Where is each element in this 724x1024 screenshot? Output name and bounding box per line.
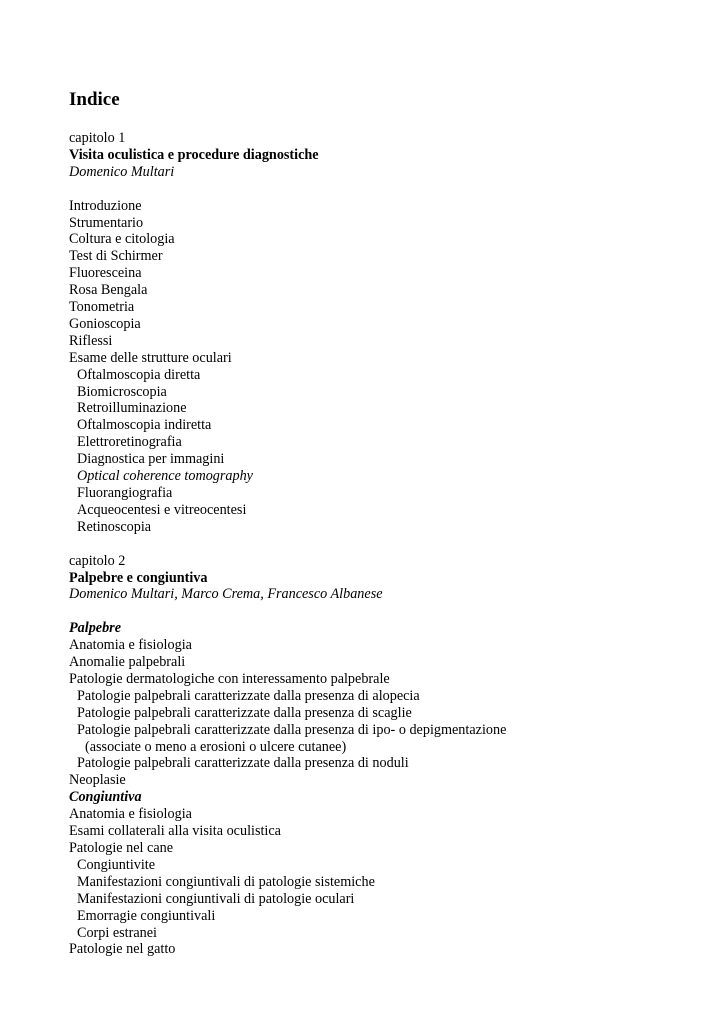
- spacer: [69, 181, 704, 198]
- toc-subentry: Diagnostica per immagini: [77, 451, 225, 468]
- spacer: [69, 603, 704, 620]
- toc-entry: Tonometria: [69, 299, 135, 316]
- toc-entry: Esami collaterali alla visita oculistica: [69, 823, 281, 840]
- toc-subentry: Oftalmoscopia indiretta: [77, 417, 212, 434]
- toc-entry: Rosa Bengala: [69, 282, 148, 299]
- toc-subentry: Patologie palpebrali caratterizzate dalla presenza di ipo- o depigmentazione: [77, 721, 507, 738]
- toc-subentry: Acqueocentesi e vitreocentesi: [77, 501, 247, 518]
- toc-entry: Esame delle strutture oculari: [69, 349, 232, 366]
- toc-subentry: Patologie palpebrali caratterizzate dalla presenza di noduli: [77, 755, 409, 772]
- chapter-authors: Domenico Multari, Marco Crema, Francesco Albanese: [69, 586, 383, 603]
- toc-subentry: Manifestazioni congiuntivali di patologie oculari: [77, 890, 355, 907]
- toc-entry: Patologie nel cane: [69, 840, 174, 857]
- toc-entry: Riflessi: [69, 332, 113, 349]
- page-title: Indice: [69, 89, 120, 110]
- toc-subentry: Emorragie congiuntivali: [77, 907, 216, 924]
- toc-entry: Patologie dermatologiche con interessamento palpebrale: [69, 670, 390, 687]
- chapter-title: Palpebre e congiuntiva: [69, 569, 208, 586]
- toc-subentry: Congiuntivite: [77, 856, 156, 873]
- toc-entry: Anatomia e fisiologia: [69, 806, 192, 823]
- chapter-label: capitolo 2: [69, 552, 126, 569]
- toc-entry: Fluoresceina: [69, 265, 142, 282]
- toc-entry: Neoplasie: [69, 772, 126, 789]
- toc-entry: Patologie nel gatto: [69, 941, 176, 958]
- section-heading: Palpebre: [69, 620, 122, 637]
- toc-entry: Coltura e citologia: [69, 231, 175, 248]
- toc-entry: Introduzione: [69, 197, 142, 214]
- toc-subentry: Oftalmoscopia diretta: [77, 366, 201, 383]
- toc-entry: Gonioscopia: [69, 315, 141, 332]
- toc-subentry: Patologie palpebrali caratterizzate dalla presenza di alopecia: [77, 687, 420, 704]
- toc-subentry-continuation: (associate o meno a erosioni o ulcere cutanee): [85, 738, 347, 755]
- chapter-1: [69, 130, 704, 536]
- toc-subentry: Fluorangiografia: [77, 485, 173, 502]
- toc-subentry: Optical coherence tomography: [77, 468, 253, 485]
- section-heading: Congiuntiva: [69, 789, 142, 806]
- toc-subentry: Patologie palpebrali caratterizzate dalla presenza di scaglie: [77, 704, 412, 721]
- toc-subentry: Retroilluminazione: [77, 400, 187, 417]
- toc-entry: Test di Schirmer: [69, 248, 163, 265]
- toc-subentry: Manifestazioni congiuntivali di patologie sistemiche: [77, 873, 375, 890]
- chapter-label: capitolo 1: [69, 130, 126, 146]
- toc-entry: Anomalie palpebrali: [69, 654, 186, 671]
- toc-subentry: Retinoscopia: [77, 518, 152, 535]
- toc-subentry: Elettroretinografia: [77, 434, 182, 451]
- toc-subentry: Corpi estranei: [77, 924, 157, 941]
- chapter-authors: Domenico Multari: [69, 163, 175, 180]
- toc-page: [69, 86, 704, 958]
- chapter-title: Visita oculistica e procedure diagnostiche: [69, 146, 319, 163]
- spacer: [69, 536, 704, 553]
- toc-entry: Strumentario: [69, 214, 144, 231]
- toc-entry: Anatomia e fisiologia: [69, 637, 192, 654]
- toc-subentry: Biomicroscopia: [77, 383, 167, 400]
- chapter-2: [69, 553, 704, 959]
